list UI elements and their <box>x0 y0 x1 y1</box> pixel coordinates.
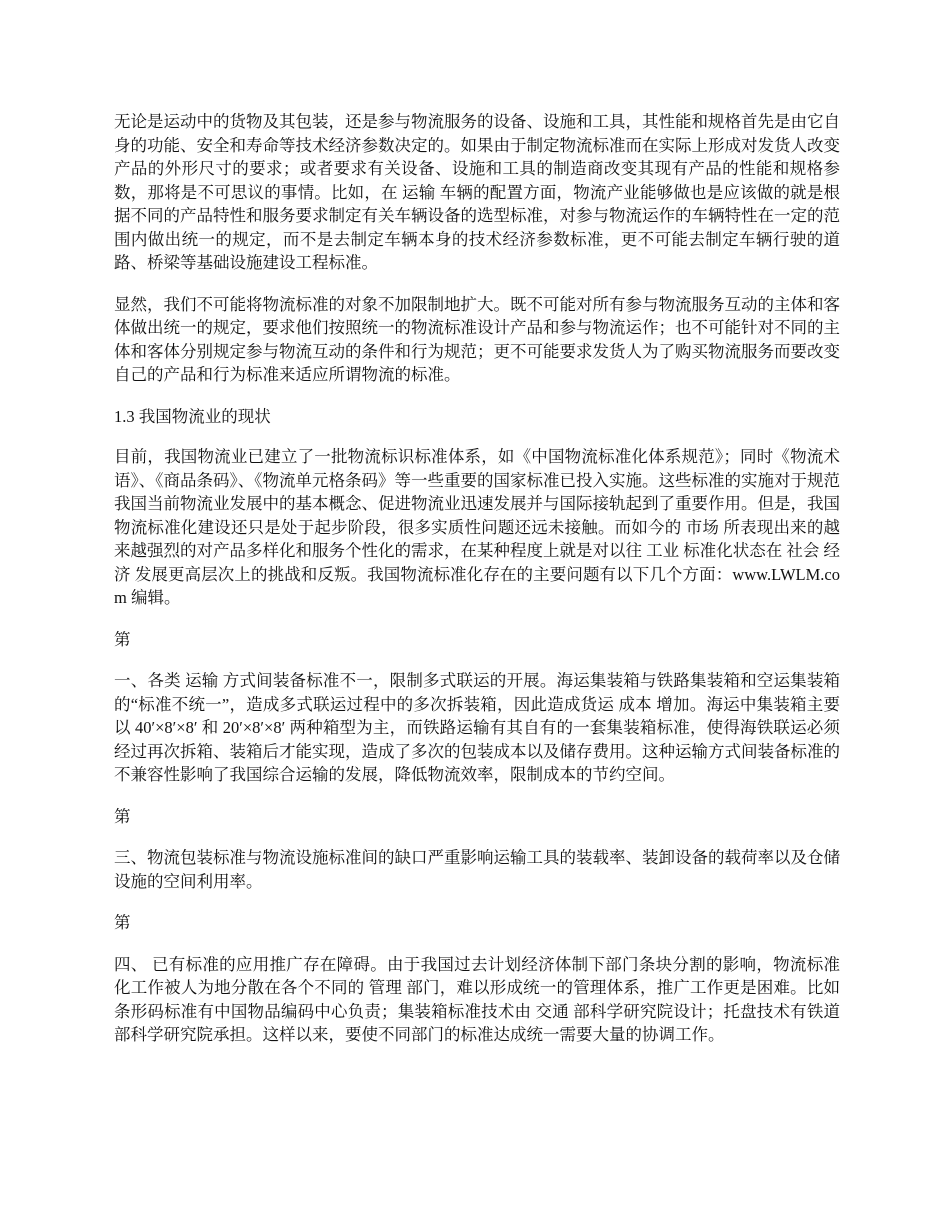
list-marker: 第 <box>114 806 131 826</box>
paragraph-standards-limits: 显然，我们不可能将物流标准的对象不加限制地扩大。既不可能对所有参与物流服务互动的主体和客体做出统一的规定，要求他们按照统一的物流标准设计产品和参与物流运作；也不可能针对不同的主体和客体分别规定参与物流互动的条件和行为规范；更不可能要求发货人为了购买物流服务而要改变自己的产品和行为标准来适应所谓物流的标准。 <box>114 294 840 384</box>
list-marker: 第 <box>114 629 131 649</box>
section-heading: 1.3 我国物流业的现状 <box>114 406 271 426</box>
paragraph-issue-one: 一、各类 运输 方式间装备标准不一，限制多式联运的开展。海运集装箱与铁路集装箱和空运集装箱的“标准不统一”，造成多式联运过程中的多次拆装箱，因此造成货运 成本 增加。海运中集装箱主要以 40′×8′×8′ 和 20′×8′×8′ 两种箱型为主，而铁路运输有其自有的一套集装箱标准，使得海铁联运必须经过再次拆箱、装箱后才能实现，造成了多次的包装成本以及储存费用。这种运输方式间装备标准的不兼容性影响了我国综合运输的发展，降低物流效率，限制成本的节约空间。 <box>114 671 840 784</box>
paragraph-issue-three: 三、物流包装标准与物流设施标准间的缺口严重影响运输工具的装载率、装卸设备的载荷率以及仓储设施的空间利用率。 <box>114 848 840 891</box>
document-body <box>114 110 840 1065</box>
paragraph-standards-scope: 无论是运动中的货物及其包装，还是参与物流服务的设备、设施和工具，其性能和规格首先是由它自身的功能、安全和寿命等技术经济参数决定的。如果由于制定物流标准而在实际上形成对发货人改变产品的外形尺寸的要求；或者要求有关设备、设施和工具的制造商改变其现有产品的性能和规格参数，那将是不可思议的事情。比如，在 运输 车辆的配置方面，物流产业能够做也是应该做的就是根据不同的产品特性和服务要求制定有关车辆设备的选型标准，对参与物流运作的车辆特性在一定的范围内做出统一的规定，而不是去制定车辆本身的技术经济参数标准，更不可能去制定车辆行驶的道路、桥梁等基础设施建设工程标准。 <box>114 112 840 272</box>
paragraph-issue-four: 四、 已有标准的应用推广存在障碍。由于我国过去计划经济体制下部门条块分割的影响，物流标准化工作被人为地分散在各个不同的 管理 部门，难以形成统一的管理体系，推广工作更是困难。比如条形码标准有中国物品编码中心负责；集装箱标准技术由 交通 部科学研究院设计；托盘技术有铁道部科学研究院承担。这样以来，要使不同部门的标准达成统一需要大量的协调工作。 <box>114 954 840 1044</box>
paragraph-current-status: 目前，我国物流业已建立了一批物流标识标准体系，如《中国物流标准化体系规范》；同时《物流术语》、《商品条码》、《物流单元格条码》等一些重要的国家标准已投入实施。这些标准的实施对于规范我国当前物流业发展中的基本概念、促进物流业迅速发展并与国际接轨起到了重要作用。但是，我国物流标准化建设还只是处于起步阶段，很多实质性问题还远未接触。而如今的 市场 所表现出来的越来越强烈的对产品多样化和服务个性化的需求，在某种程度上就是对以往 工业 标准化状态在 社会 经济 发展更高层次上的挑战和反叛。我国物流标准化存在的主要问题有以下几个方面：www.LWLM.com 编辑。 <box>114 447 840 607</box>
list-marker: 第 <box>114 913 131 932</box>
